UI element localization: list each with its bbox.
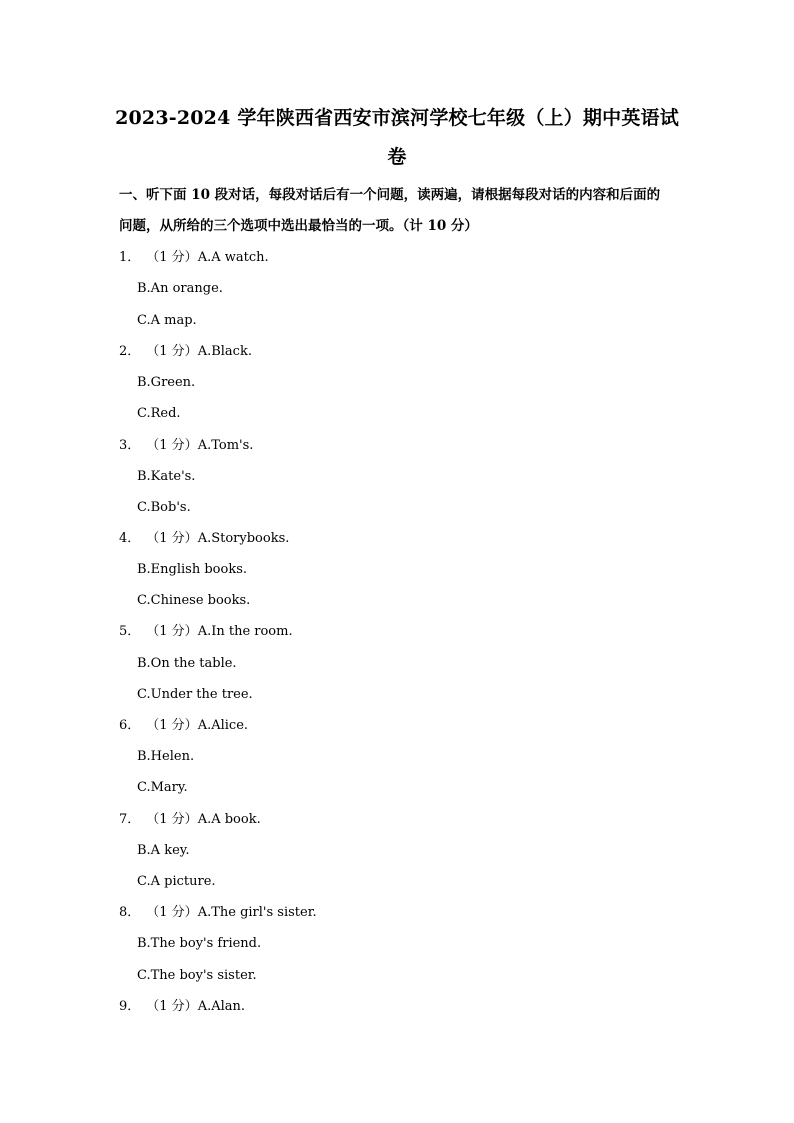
question-score: （1 分）	[146, 999, 198, 1014]
option-a: A.Black.	[197, 344, 252, 359]
question-number: 9．	[119, 999, 141, 1014]
question-score: （1 分）	[146, 905, 198, 920]
question-score: （1 分）	[146, 250, 198, 265]
question-4-option-b: B.English books.	[137, 562, 248, 577]
question-5-option-b: B.On the table.	[137, 656, 237, 671]
question-number: 8．	[119, 905, 141, 920]
question-score: （1 分）	[146, 718, 198, 733]
question-3-option-b: B.Kate's.	[137, 469, 196, 484]
exam-title-line1: 2023-2024 学年陕西省西安市滨河学校七年级（上）期中英语试	[115, 107, 679, 129]
question-2-option-b: B.Green.	[137, 375, 196, 390]
question-score: （1 分）	[146, 624, 198, 639]
question-7-option-b: B.A key.	[137, 843, 190, 858]
option-a: A.Alice.	[197, 718, 249, 733]
question-7	[119, 810, 261, 830]
question-2-option-c: C.Red.	[137, 406, 181, 421]
question-2	[119, 342, 252, 362]
question-number: 3．	[119, 438, 141, 453]
option-a: A.A watch.	[197, 250, 269, 265]
option-a: A.The girl's sister.	[197, 905, 317, 920]
question-1-option-c: C.A map.	[137, 313, 197, 328]
question-number: 2．	[119, 344, 141, 359]
question-number: 6．	[119, 718, 141, 733]
question-number: 4．	[119, 531, 141, 546]
question-3-option-c: C.Bob's.	[137, 500, 191, 515]
exam-title-line2: 卷	[387, 146, 407, 168]
option-a: A.A book.	[197, 812, 261, 827]
question-score: （1 分）	[146, 438, 198, 453]
question-5-option-c: C.Under the tree.	[137, 687, 253, 702]
question-number: 1．	[119, 250, 141, 265]
question-4-option-c: C.Chinese books.	[137, 593, 251, 608]
question-6-option-b: B.Helen.	[137, 749, 195, 764]
option-a: A.Tom's.	[197, 438, 254, 453]
question-4	[119, 529, 289, 549]
question-8	[119, 903, 317, 923]
question-7-option-c: C.A picture.	[137, 874, 216, 889]
question-6	[119, 716, 248, 736]
question-number: 7．	[119, 812, 141, 827]
question-9	[119, 997, 245, 1017]
question-1	[119, 248, 269, 268]
question-score: （1 分）	[146, 344, 198, 359]
question-score: （1 分）	[146, 531, 198, 546]
question-8-option-b: B.The boy's friend.	[137, 936, 262, 951]
question-score: （1 分）	[146, 812, 198, 827]
option-a: A.Alan.	[197, 999, 246, 1014]
question-3	[119, 436, 253, 456]
section-instruction-line2: 问题，从所给的三个选项中选出最恰当的一项。（计 10 分）	[119, 218, 478, 234]
question-5	[119, 622, 293, 642]
question-1-option-b: B.An orange.	[137, 281, 223, 296]
question-6-option-c: C.Mary.	[137, 780, 188, 795]
option-a: A.Storybooks.	[197, 531, 290, 546]
question-8-option-c: C.The boy's sister.	[137, 968, 257, 983]
question-number: 5．	[119, 624, 141, 639]
option-a: A.In the room.	[197, 624, 293, 639]
section-instruction-line1: 一、听下面 10 段对话，每段对话后有一个问题，读两遍，请根据每段对话的内容和后面的	[119, 187, 661, 203]
